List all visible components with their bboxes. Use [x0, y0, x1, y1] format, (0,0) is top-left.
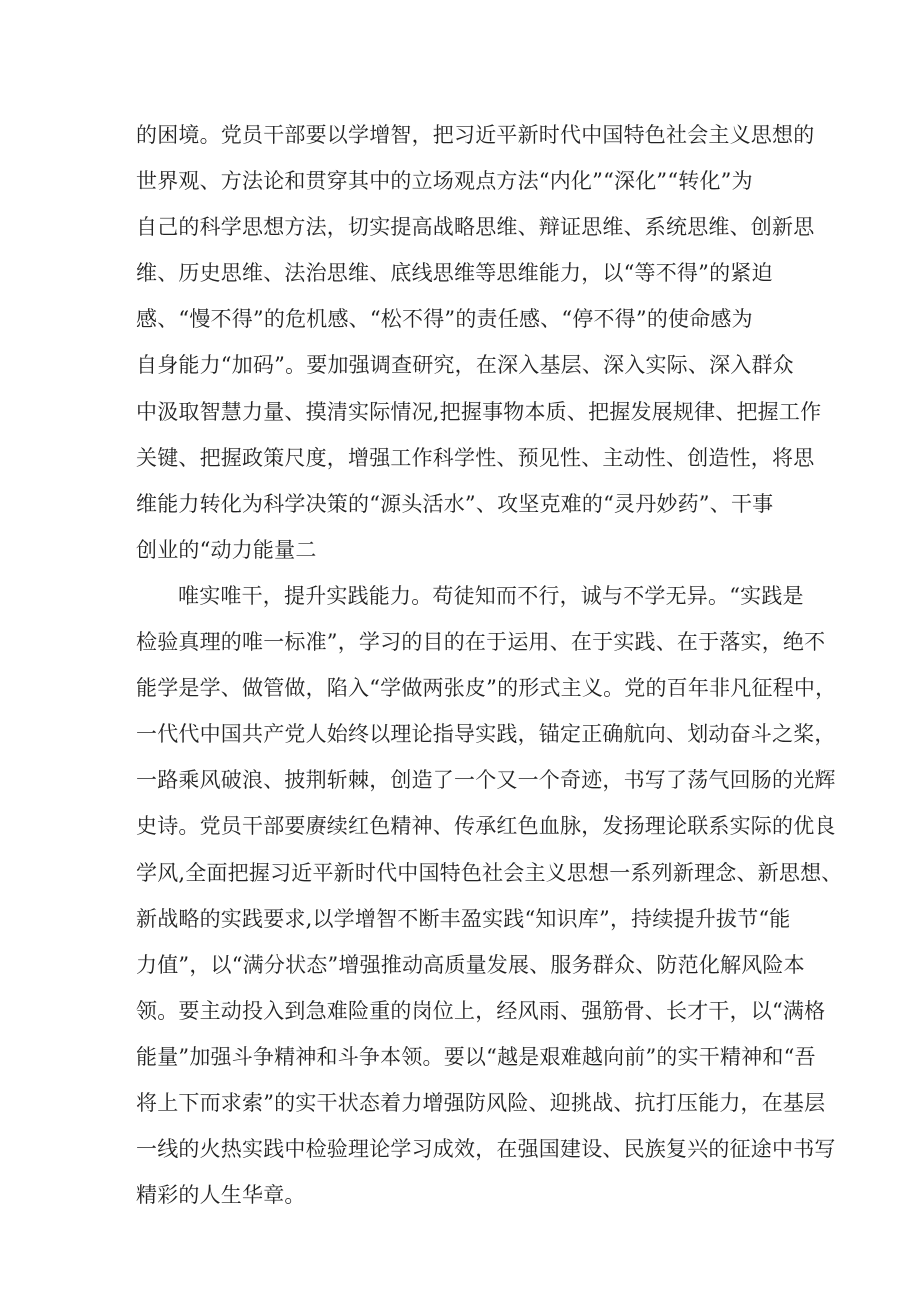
document-body — [136, 112, 843, 1218]
text-line: 新战略的实践要求,以学增智不断丰盈实践“知识库”，持续提升拔节“能 — [136, 906, 791, 931]
text-line: 能学是学、做管做，陷入“学做两张皮”的形式主义。党的百年非凡征程中， — [136, 676, 837, 701]
text-line: 学风,全面把握习近平新时代中国特色社会主义思想一系列新理念、新思想、 — [136, 860, 843, 885]
text-line: 一路乘风破浪、披荆斩棘，创造了一个又一个奇迹，书写了荡气回肠的光辉 — [136, 768, 836, 793]
text-line: 精彩的人生华章。 — [136, 1183, 306, 1208]
text-line: 感、“慢不得”的危机感、“松不得”的责任感、“停不得”的使命感为 — [136, 307, 753, 332]
paragraph-practice-ability — [136, 573, 843, 1218]
text-line: 维、历史思维、法治思维、底线思维等思维能力，以“等不得”的紧迫 — [136, 261, 773, 286]
text-line: 唯实唯干，提升实践能力。苟徒知而不行，诚与不学无异。“实践是 — [178, 583, 804, 608]
text-line: 领。要主动投入到急难险重的岗位上，经风雨、强筋骨、长才干，以“满格 — [136, 998, 826, 1023]
text-line: 一代代中国共产党人始终以理论指导实践，锚定正确航向、划动奋斗之桨， — [136, 722, 836, 747]
text-line: 将上下而求索”的实干状态着力增强防风险、迎挑战、抗打压能力，在基层 — [136, 1090, 826, 1115]
text-line: 检验真理的唯一标准”，学习的目的在于运用、在于实践、在于落实，绝不 — [136, 630, 826, 655]
text-line: 力值”，以“满分状态”增强推动高质量发展、服务群众、防范化解风险本 — [136, 952, 805, 977]
paragraph-thinking-ability — [136, 112, 822, 573]
text-line: 的困境。党员干部要以学增智，把习近平新时代中国特色社会主义思想的 — [136, 123, 815, 147]
text-line: 自身能力“加码”。要加强调查研究，在深入基层、深入实际、深入群众 — [136, 353, 794, 378]
text-line: 一线的火热实践中检验理论学习成效，在强国建设、民族复兴的征途中书写 — [136, 1137, 836, 1162]
text-line: 史诗。党员干部要赓续红色精神、传承红色血脉，发扬理论联系实际的优良 — [136, 814, 836, 839]
text-line: 维能力转化为科学决策的“源头活水”、攻坚克难的“灵丹妙药”、干事 — [136, 491, 774, 516]
text-line: 创业的“动力能量二 — [136, 537, 317, 562]
text-line: 自己的科学思想方法，切实提高战略思维、辩证思维、系统思维、创新思 — [136, 215, 815, 240]
text-line: 关键、把握政策尺度，增强工作科学性、预见性、主动性、创造性，将思 — [136, 445, 815, 470]
text-line: 能量”加强斗争精神和斗争本领。要以“越是艰难越向前”的实干精神和“吾 — [136, 1044, 816, 1069]
text-line: 世界观、方法论和贯穿其中的立场观点方法“内化”“深化”“转化”为 — [136, 169, 753, 194]
text-line: 中汲取智慧力量、摸清实际情况,把握事物本质、把握发展规律、把握工作 — [136, 399, 822, 424]
